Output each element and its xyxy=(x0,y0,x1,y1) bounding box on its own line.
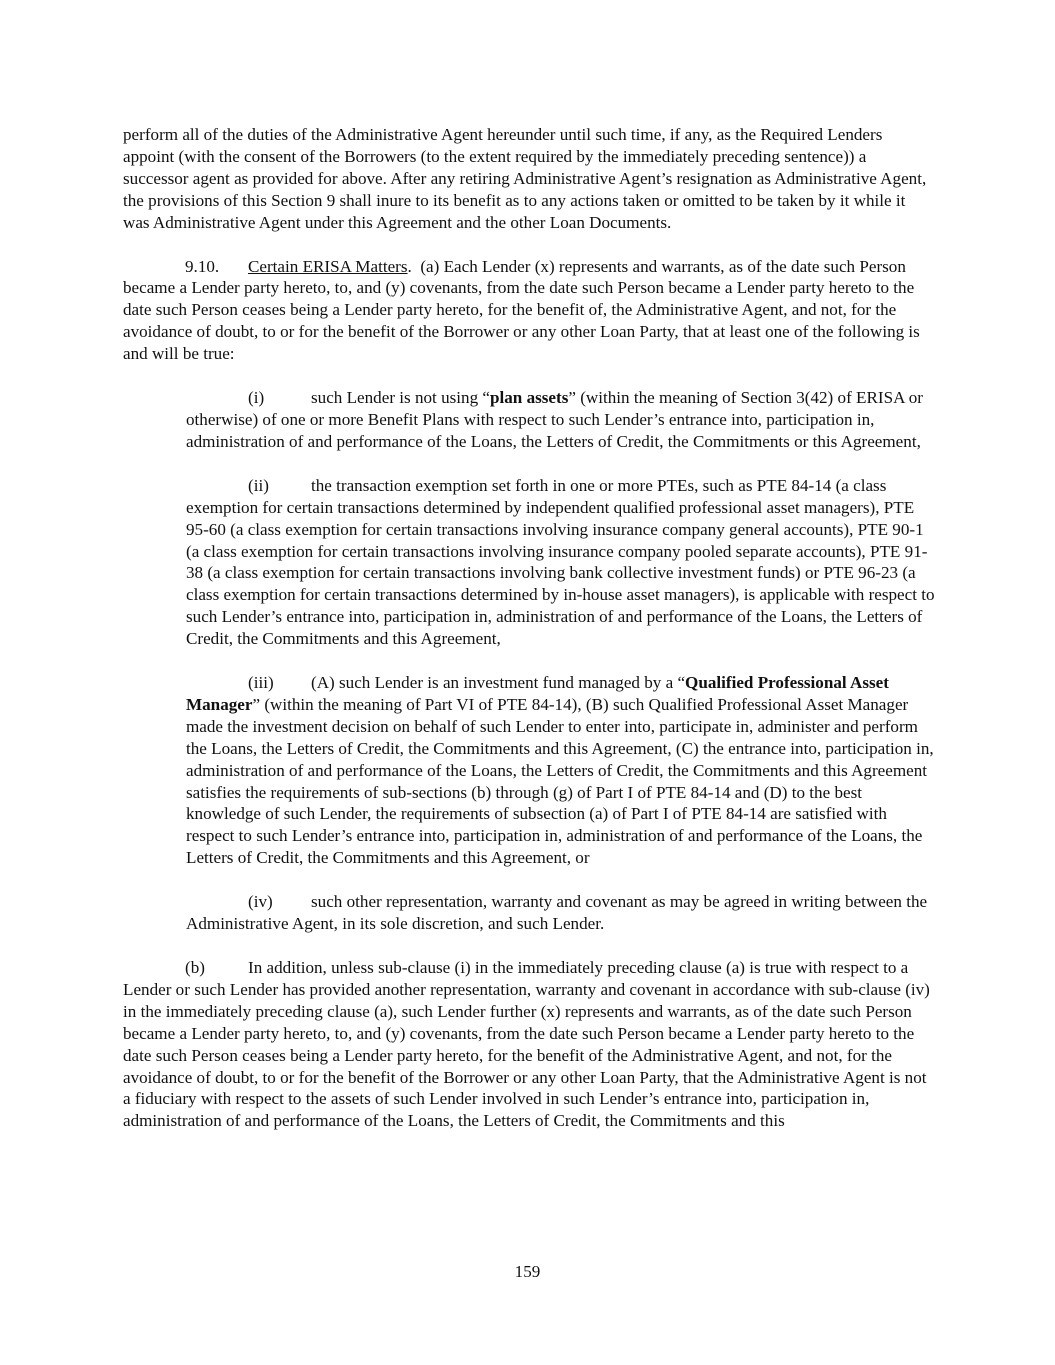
clause-ii-number: (ii) xyxy=(248,475,269,495)
clause-iii-text-post: ” (within the meaning of Part VI of PTE 84-14), (B) such Qualified Professional Asset Manager made the investment decision on behalf of such Lender to enter into, participate in, administer and perform the Loans, the Letters of Credit, the Commitments and this Agreement, (C) the entrance into, participation in, administration of and performance of the Loans, the Letters of Credit, the Commitments and this Agreement satisfies the requirements of sub-sections (b) through (g) of Part I of PTE 84-14 and (D) to the best knowledge of such Lender, the requirements of subsection (a) of Part I of PTE 84-14 are satisfied with respect to such Lender’s entrance into, participation in, administration of and performance of the Loans, the Letters of Credit, the Commitments and this Agreement, or xyxy=(186,694,934,868)
clause-i-number: (i) xyxy=(248,388,265,408)
clause-iv xyxy=(186,891,935,935)
continuation-paragraph: perform all of the duties of the Administrative Agent hereunder until such time, if any, as the Required Lenders appoint (with the consent of the Borrowers (to the extent required by the immediately preceding sentence)) a successor agent as provided for above. After any retiring Administrative Agent’s resignation as Administrative Agent, the provisions of this Section 9 shall inure to its benefit as to any actions taken or omitted to be taken by it while it was Administrative Agent under this Agreement and the other Loan Documents. xyxy=(123,125,927,232)
clause-i-text-pre: such Lender is not using “ xyxy=(311,388,490,408)
clause-ii xyxy=(186,475,935,650)
section-number: 9.10. xyxy=(185,256,220,276)
clause-iv-number: (iv) xyxy=(248,892,273,912)
section-intro-text: (a) Each Lender (x) represents and warrants, as of the date such Person became a Lender party hereto, to, and (y) covenants, from the date such Person became a Lender party hereto to the date such Person ceases being a Lender party hereto, for the benefit of, the Administrative Agent, and not, for the avoidance of doubt, to or for the benefit of the Borrower or any other Loan Party, that at least one of the following is and will be true: xyxy=(123,256,920,364)
paragraph-b xyxy=(123,957,935,1132)
clause-iii-number: (iii) xyxy=(248,673,274,693)
paragraph-b-text: In addition, unless sub-clause (i) in the immediately preceding clause (a) is true with respect to a Lender or such Lender has provided another representation, warranty and covenant in accordance with sub-clause (iv) in the immediately preceding clause (a), such Lender further (x) represents and warrants, as of the date such Person became a Lender party hereto, to, and (y) covenants, from the date such Person became a Lender party hereto to the date such Person ceases being a Lender party hereto, for the benefit of the Administrative Agent, and not, for the avoidance of doubt, to or for the benefit of the Borrower or any other Loan Party, that the Administrative Agent is not a fiduciary with respect to the assets of such Lender involved in such Lender’s entrance into, participation in, administration of and performance of the Loans, the Letters of Credit, the Commitments and this xyxy=(123,958,930,1131)
section-9-10-paragraph xyxy=(123,256,935,366)
section-title: Certain ERISA Matters xyxy=(248,256,408,276)
clause-i xyxy=(186,387,935,453)
section-title-period: . xyxy=(407,256,412,276)
clause-iii xyxy=(186,672,935,869)
clause-iii-defined-term: Qualified Professional Asset Manager xyxy=(186,673,889,714)
clause-i-text-post: ” (within the meaning of Section 3(42) of ERISA or otherwise) of one or more Benefit Plans with respect to such Lender’s entrance into, participation in, administration of and performance of the Loans, the Letters of Credit, the Commitments or this Agreement, xyxy=(186,388,923,451)
page-number: 159 xyxy=(514,1262,541,1281)
clause-iii-text-pre: (A) such Lender is an investment fund managed by a “ xyxy=(311,673,686,693)
document-page xyxy=(123,124,935,1132)
clause-ii-text: the transaction exemption set forth in one or more PTEs, such as PTE 84-14 (a class exemption for certain transactions determined by independent qualified professional asset managers), PTE 95-60 (a class exemption for certain transactions involving insurance company general accounts), PTE 90-1 (a class exemption for certain transactions involving insurance company pooled separate accounts), PTE 91-38 (a class exemption for certain transactions involving bank collective investment funds) or PTE 96-23 (a class exemption for certain transactions determined by in-house asset managers), is applicable with respect to such Lender’s entrance into, participation in, administration of and performance of the Loans, the Letters of Credit, the Commitments and this Agreement, xyxy=(186,475,935,649)
clause-i-defined-term: plan assets xyxy=(489,388,569,408)
paragraph-b-number: (b) xyxy=(185,958,205,977)
clause-iv-text: such other representation, warranty and covenant as may be agreed in writing between the Administrative Agent, in its sole discretion, and such Lender. xyxy=(186,892,928,934)
